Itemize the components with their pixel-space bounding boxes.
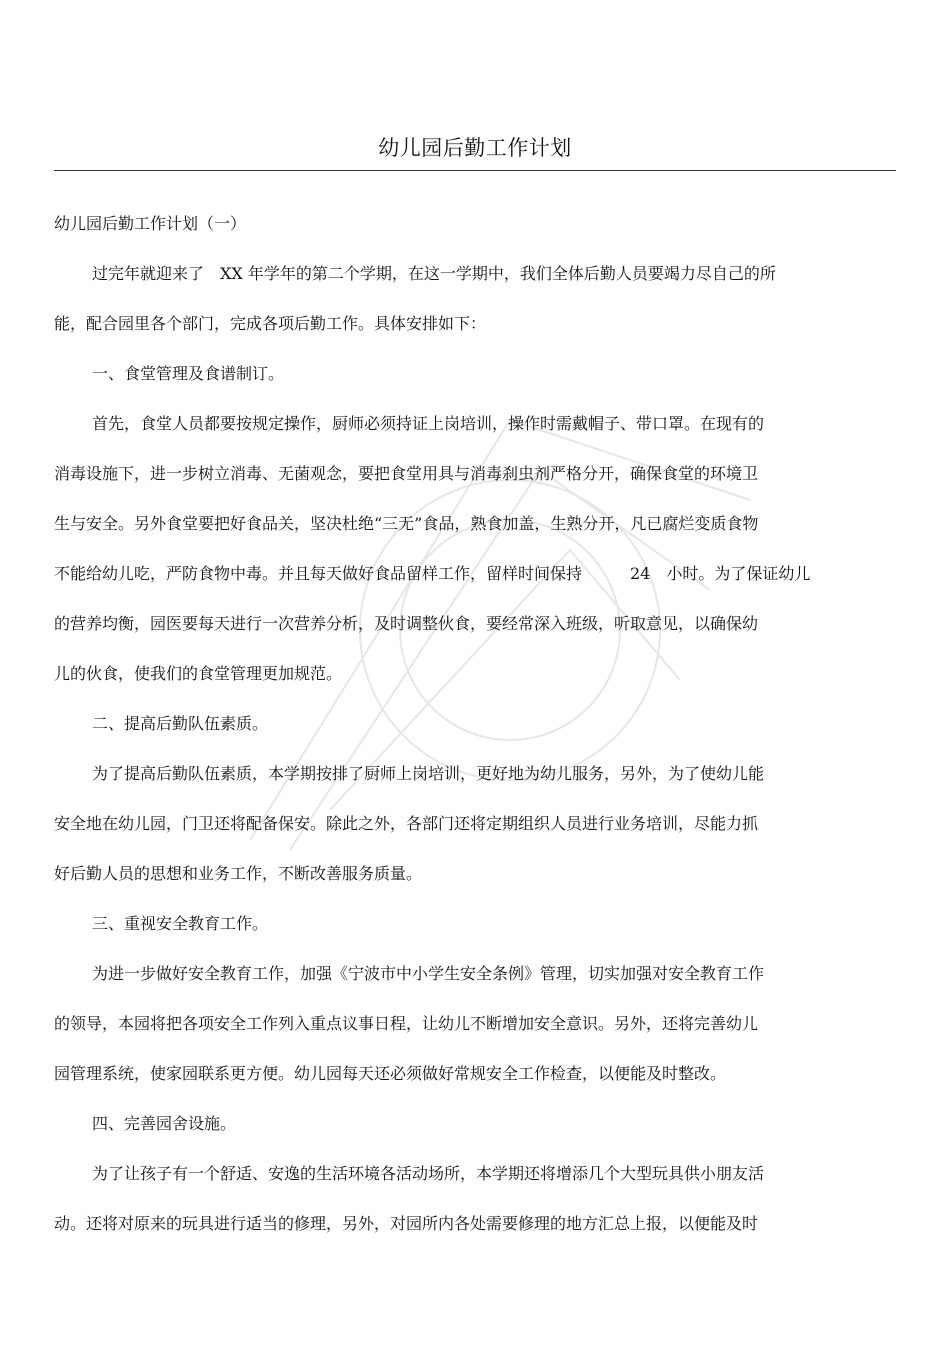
subsection-heading: 二、提高后勤队伍素质。 — [92, 714, 269, 733]
paragraph-line: 消毒设施下，进一步树立消毒、无菌观念，要把食堂用具与消毒刹虫剂严格分开，确保食堂的环境卫 — [54, 464, 759, 483]
paragraph-line: 为了提高后勤队伍素质，本学期按排了厨师上岗培训，更好地为幼儿服务，另外，为了使幼儿能 — [92, 764, 765, 783]
subsection-heading: 三、重视安全教育工作。 — [92, 914, 269, 933]
subsection-heading: 四、完善园舍设施。 — [92, 1114, 237, 1133]
paragraph-line: 过完年就迎来了 XX 年学年的第二个学期，在这一学期中，我们全体后勤人员要竭力尽自己的所 — [92, 264, 776, 283]
subsection-heading: 一、食堂管理及食谱制订。 — [92, 364, 285, 383]
paragraph-line: 的营养均衡，园医要每天进行一次营养分析，及时调整伙食，要经常深入班级，听取意见，以确保幼 — [54, 614, 759, 633]
paragraph-line: 首先，食堂人员都要按规定操作，厨师必须持证上岗培训，操作时需戴帽子、带口罩。在现有的 — [92, 414, 765, 433]
paragraph-line: 能，配合园里各个部门，完成各项后勤工作。具体安排如下： — [54, 314, 487, 333]
paragraph-line: 好后勤人员的思想和业务工作，不断改善服务质量。 — [54, 864, 423, 883]
paragraph-line: 动。还将对原来的玩具进行适当的修理，另外，对园所内各处需要修理的地方汇总上报，以便能及时 — [54, 1214, 759, 1233]
paragraph-line: 生与安全。另外食堂要把好食品关，坚决杜绝“三无”食品，熟食加盖，生熟分开，凡已腐烂变质食物 — [54, 514, 759, 533]
paragraph-line: 安全地在幼儿园，门卫还将配备保安。除此之外，各部门还将定期组织人员进行业务培训，尽能力抓 — [54, 814, 759, 833]
paragraph-line: 不能给幼儿吃，严防食物中毒。并且每天做好食品留样工作，留样时间保持 24 小时。为了保证幼儿 — [54, 564, 811, 583]
paragraph-line: 为进一步做好安全教育工作，加强《宁波市中小学生安全条例》管理，切实加强对安全教育工作 — [92, 964, 765, 983]
paragraph-line: 园管理系统，使家园联系更方便。幼儿园每天还必须做好常规安全工作检查，以便能及时整改。 — [54, 1064, 727, 1083]
title-divider — [54, 170, 896, 171]
document-title: 幼儿园后勤工作计划 — [378, 136, 572, 160]
paragraph-line: 的领导，本园将把各项安全工作列入重点议事日程，让幼儿不断增加安全意识。另外，还将完善幼儿 — [54, 1014, 759, 1033]
section-heading: 幼儿园后勤工作计划（一） — [54, 214, 247, 233]
paragraph-line: 为了让孩子有一个舒适、安逸的生活环境各活动场所，本学期还将增添几个大型玩具供小朋友活 — [92, 1164, 765, 1183]
paragraph-line: 儿的伙食，使我们的食堂管理更加规范。 — [54, 664, 343, 683]
